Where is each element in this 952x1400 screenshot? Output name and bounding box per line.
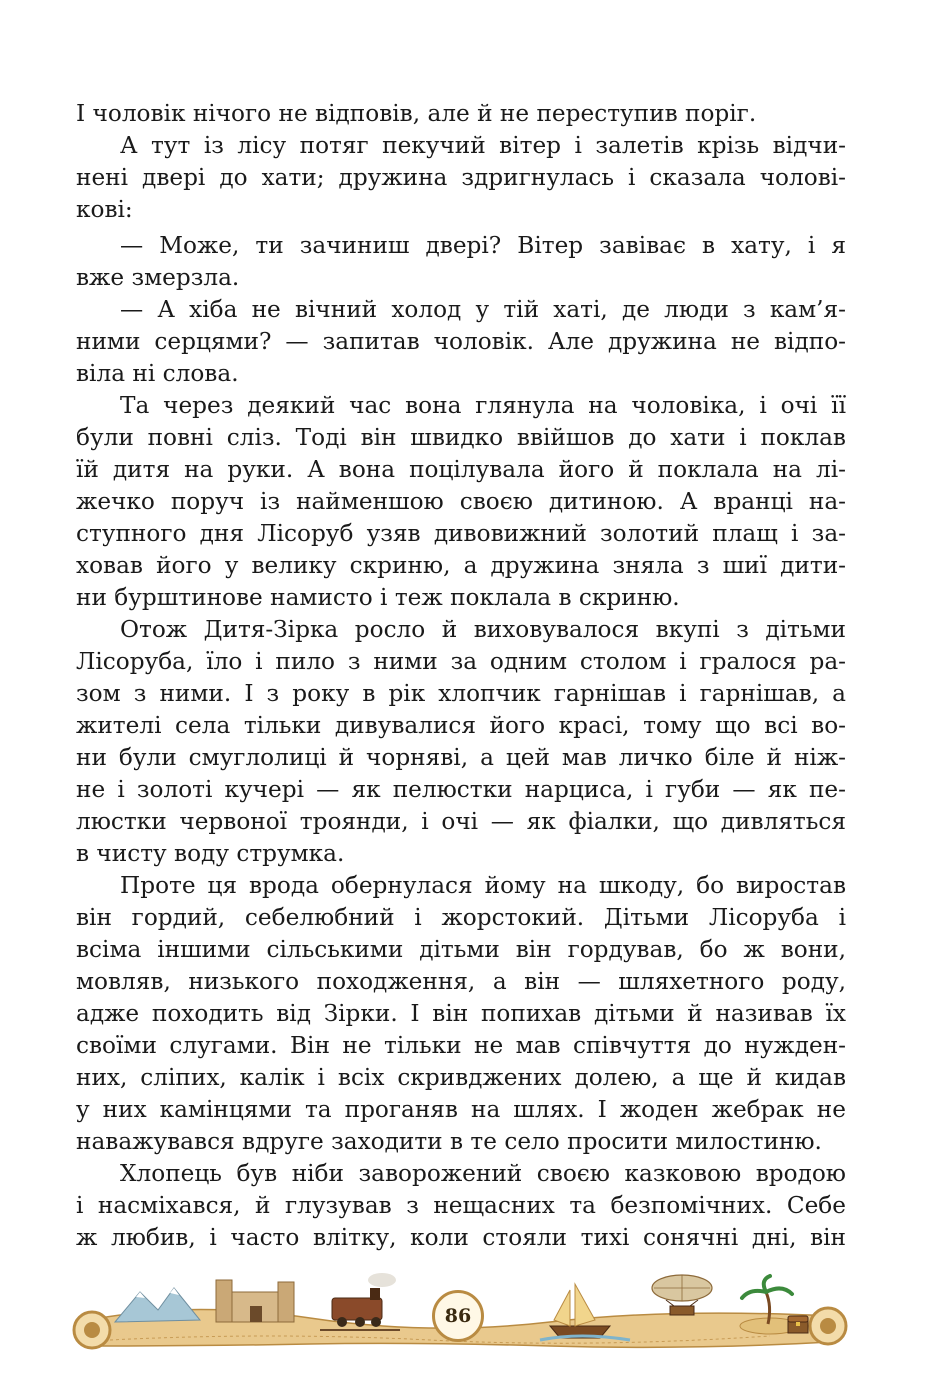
treasure-chest-icon <box>788 1316 808 1333</box>
text-line: ступного дня Лісоруб узяв дивовижний золотий плащ і за- <box>76 520 846 547</box>
text-line: Та через деякий час вона глянула на чоловіка, і очі її <box>120 392 846 419</box>
text-line: мовляв, низького походження, а він — шляхетного роду, <box>76 968 846 995</box>
text-line: Проте ця врода обернулася йому на шкоду, бо виростав <box>120 872 846 899</box>
text-line: ними серцями? — запитав чоловік. Але дружина не відпо- <box>76 328 846 355</box>
text-line: ж любив, і часто влітку, коли стояли тихі сонячні дні, він <box>76 1224 846 1251</box>
text-line: їй дитя на руки. А вона поцілувала його й поклала на лі- <box>76 456 846 483</box>
text-line: них, сліпих, калік і всіх скривджених долею, а ще й кидав <box>76 1064 846 1091</box>
page-number-badge <box>432 1290 484 1342</box>
text-line: адже походить від Зірки. І він попихав дітьми й називав їх <box>76 1000 846 1027</box>
text-line: були повні сліз. Тоді він швидко ввійшов до хати і поклав <box>76 424 846 451</box>
text-line: зом з ними. І з року в рік хлопчик гарнішав і гарнішав, а <box>76 680 846 707</box>
text-line: жечко поруч із найменшою своєю дитиною. А вранці на- <box>76 488 846 515</box>
text-line: ховав його у велику скриню, а дружина зняла з шиї дити- <box>76 552 846 579</box>
mountains-icon <box>115 1288 200 1322</box>
text-line: він гордий, себелюбний і жорстокий. Дітьми Лісоруба і <box>76 904 846 931</box>
text-line: не і золоті кучері — як пелюстки нарциса, і губи — як пе- <box>76 776 846 803</box>
text-line: Хлопець був ніби заворожений своєю казковою вродою <box>120 1160 846 1187</box>
text-line: в чисту воду струмка. <box>76 840 345 867</box>
text-line: і насміхався, й глузував з нещасних та безпомічних. Себе <box>76 1192 846 1219</box>
text-line: вже змерзла. <box>76 264 240 291</box>
text-line: всіма іншими сільськими дітьми він гордував, бо ж вони, <box>76 936 846 963</box>
text-line: у них камінцями та проганяв на шлях. І жоден жебрак не <box>76 1096 846 1123</box>
text-line: Отож Дитя-Зірка росло й виховувалося вкупі з дітьми <box>120 616 846 643</box>
text-line: Лісоруба, їло і пило з ними за одним столом і гралося ра- <box>76 648 846 675</box>
page-number: 86 <box>444 1305 472 1327</box>
text-line: — А хіба не вічний холод у тій хаті, де люди з кам’я- <box>120 296 846 323</box>
text-line: ни були смуглолиці й чорняві, а цей мав личко біле й ніж- <box>76 744 846 771</box>
text-line: жителі села тільки дивувалися його красі, тому що всі во- <box>76 712 846 739</box>
airship-icon <box>652 1275 712 1315</box>
text-line: І чоловік нічого не відповів, але й не переступив поріг. <box>76 100 757 127</box>
text-line: віла ні слова. <box>76 360 239 387</box>
text-line: своїми слугами. Він не тільки не мав співчуття до нужден- <box>76 1032 846 1059</box>
text-line: нені двері до хати; дружина здригнулась і сказала чолові- <box>76 164 846 191</box>
text-line: ни бурштинове намисто і теж поклала в скриню. <box>76 584 680 611</box>
medallion-right-icon <box>810 1308 846 1344</box>
castle-icon <box>216 1280 294 1322</box>
text-line: — Може, ти зачиниш двері? Вітер завіває в хату, і я <box>120 232 846 259</box>
medallion-left-icon <box>74 1312 110 1348</box>
text-line: А тут із лісу потяг пекучий вітер і залетів крізь відчи- <box>120 132 846 159</box>
text-line: люстки червоної троянди, і очі — як фіалки, що дивляться <box>76 808 846 835</box>
text-line: кові: <box>76 196 133 223</box>
text-line: наважувався вдруге заходити в те село просити милостиню. <box>76 1128 822 1155</box>
